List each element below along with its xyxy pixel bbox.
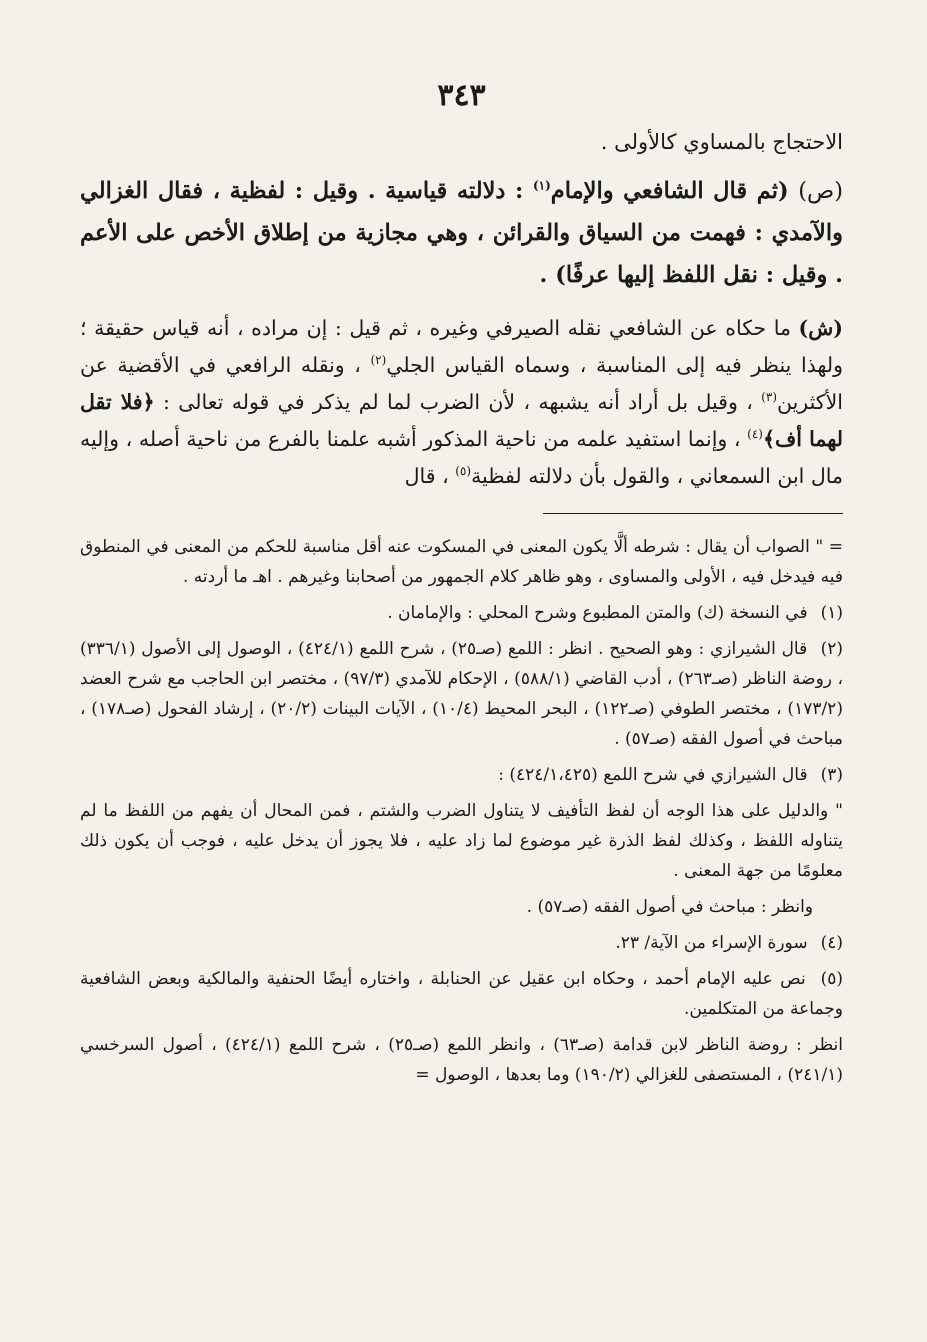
commentary-part-5: ، قال <box>404 464 449 488</box>
commentary-part-2: ، ونقله الرافعي في الأقضية عن الأكثرين <box>80 353 843 414</box>
footnote-continuation: = " الصواب أن يقال : شرطه ألَّا يكون المعنى في المسكوت عنه أقل مناسبة للحكم من المعنى في المنطوق فيه فيدخل فيه ، الأولى والمساوى ، وهو ظاهر كلام الجمهور من أصحابنا وغيرهم . اهـ ما أردته . <box>80 537 843 587</box>
footnote-5-text: نص عليه الإمام أحمد ، وحكاه ابن عقيل عن الحنابلة ، واختاره أيضًا الحنفية والمالكية وبعض الشافعية وجماعة من المتكلمين. <box>80 969 843 1019</box>
footnote-2-text: قال الشيرازي : وهو الصحيح . انظر : اللمع (صـ٢٥) ، شرح اللمع (٤٢٤/١) ، الوصول إلى الأصول (٣٣٦/١) ، روضة الناظر (صـ٢٦٣) ، أدب القاضي (٥٨٨/١) ، الإحكام للآمدي (٩٧/٣) ، مختصر ابن الحاجب مع شرح العضد (١٧٣/٢) ، مختصر الطوفي (صـ١٢٢) ، البحر المحيط (١٠/٤) ، الآيات البينات (٢٠/٢) ، إرشاد الفحول (صـ١٧٨) ، مباحث في أصول الفقه (صـ٥٧) . <box>80 639 844 749</box>
footnote-1-text: في النسخة (ك) والمتن المطبوع وشرح المحلي : والإمامان . <box>387 603 808 623</box>
commentary-part-3: ، وقيل بل أراد أنه يشبهه ، لأن الضرب لما لم يذكر في قوله تعالى : <box>162 390 753 414</box>
footnote-3-quote: " والدليل على هذا الوجه أن لفظ التأفيف لا يتناول الضرب والشتم ، فمن المحال أن يفهم من اللفظ ما لم يتناوله اللفظ ، وكذلك لفظ الذرة غير موضوع لما زاد عليه ، فلا يجوز أن يدخل عليه ، فوجب أن يكون ذلك معلومًا من جهة المعنى . <box>80 801 843 881</box>
footnote-2 <box>80 634 843 754</box>
quran-quote: ﴿فلا تقل لهما أف﴾ <box>80 390 843 451</box>
footnote-divider <box>543 513 843 514</box>
footnote-4-text: سورة الإسراء من الآية/ ٢٣. <box>615 933 808 953</box>
footnote-3-number: (٣) <box>820 765 843 785</box>
statement-label: (ص) <box>798 178 843 204</box>
statement-text-before: (ثم قال الشافعي والإمام <box>550 178 789 204</box>
commentary-part-4: ، وإنما استفيد علمه من ناحية المذكور أشبه علمنا بالفرع من ناحية أصله ، وإليه مال ابن السمعاني ، والقول بأن دلالته لفظية <box>80 427 843 488</box>
footnote-ref-5[interactable]: (٥) <box>455 464 472 479</box>
footnote-3 <box>80 760 843 790</box>
footnote-3-see-also: وانظر : مباحث في أصول الفقه (صـ٥٧) . <box>526 897 813 917</box>
footnote-ref-3[interactable]: (٣) <box>761 390 777 405</box>
footnote-4-number: (٤) <box>820 933 843 953</box>
footnote-5-see-also: انظر : روضة الناظر لابن قدامة (صـ٦٣) ، وانظر اللمع (صـ٢٥) ، شرح اللمع (٤٢٤/١) ، أصول السرخسي (٢٤١/١) ، المستصفى للغزالي (١٩٠/٢) وما بعدها ، الوصول = <box>80 1035 843 1085</box>
footnote-2-number: (٢) <box>820 639 843 659</box>
statement-paragraph <box>80 170 843 296</box>
page-number: ٣٤٣ <box>437 78 486 113</box>
footnote-ref-1[interactable]: (١) <box>532 178 551 193</box>
intro-line: الاحتجاج بالمساوي كالأولى . <box>600 130 843 154</box>
statement-text-after: : دلالته قياسية . وقيل : لفظية ، فقال الغزالي والآمدي : فهمت من السياق والقرائن ، وهي مجازية من إطلاق الأخص على الأعم . وقيل : نقل اللفظ إليها عرفًا) . <box>80 178 843 288</box>
footnote-1 <box>80 598 843 628</box>
footnote-3-intro: قال الشيرازي في شرح اللمع (٤٢٤/١،٤٢٥) : <box>498 765 808 785</box>
footnote-4 <box>80 928 843 958</box>
footnote-1-number: (١) <box>820 603 843 623</box>
commentary-label: (ش) <box>798 316 843 340</box>
footnote-5-number: (٥) <box>820 969 844 989</box>
footnote-ref-2[interactable]: (٢) <box>370 353 387 368</box>
commentary-part-1: ما حكاه عن الشافعي نقله الصيرفي وغيره ، ثم قيل : إن مراده ، أنه قياس حقيقة ؛ ولهذا ينظر فيه إلى المناسبة ، وسماه القياس الجلي <box>80 316 843 377</box>
footnote-5 <box>80 964 843 1024</box>
footnote-ref-4[interactable]: (٤) <box>747 427 763 442</box>
commentary-paragraph <box>80 310 843 495</box>
